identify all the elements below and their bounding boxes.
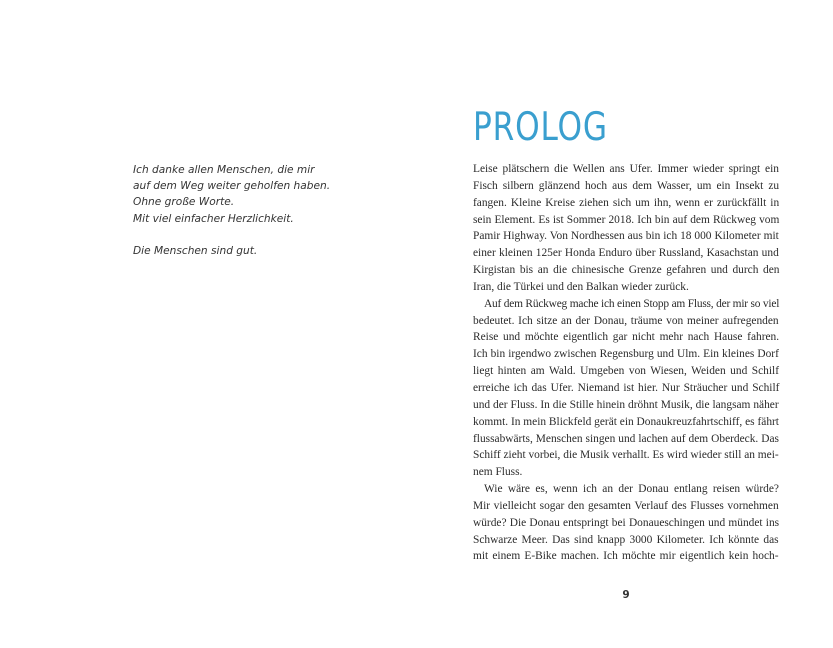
text-line: würde? Die Donau entspringt bei Donaueschingen und mündet ins <box>473 516 780 529</box>
chapter-body <box>473 161 779 565</box>
text-line: Iran, die Türkei und den Balkan wieder zurück. <box>473 280 689 293</box>
left-page <box>0 0 416 648</box>
paragraph <box>473 161 779 296</box>
paragraph <box>473 481 779 565</box>
text-line: Ich bin irgendwo zwischen Regensburg und Ulm. Ein kleines Dorf <box>473 348 779 361</box>
text-line: Fisch silbern glänzend hoch aus dem Wasser, um ein Insekt zu <box>473 179 780 192</box>
text-line: Schwarze Meer. Das sind knapp 3000 Kilometer. Ich könnte das <box>473 533 779 546</box>
text-line: Kirgistan bis an die chinesische Grenze gefahren und durch den <box>473 264 780 277</box>
text-line: bedeutet. Ich sitze an der Donau, träume von meiner aufregenden <box>473 314 779 327</box>
dedication-spacer <box>133 227 413 243</box>
dedication-line: auf dem Weg weiter geholfen haben. <box>133 180 331 193</box>
dedication <box>133 162 413 259</box>
dedication-line: Ich danke allen Menschen, die mir <box>133 164 315 176</box>
text-line: sein Element. Es ist Sommer 2018. Ich bin auf dem Rückweg vom <box>473 213 780 226</box>
chapter-title: PROLOG <box>473 105 608 150</box>
text-line: liegt hinten am Wald. Umgeben von Wiesen, Weiden und Schilf <box>473 365 779 378</box>
text-line: Reise und möchte eigentlich gar nicht mehr nach Hause fahren. <box>473 331 780 344</box>
text-line: Auf dem Rückweg mache ich einen Stopp am Fluss, der mir so viel <box>484 297 780 310</box>
paragraph <box>473 296 779 481</box>
page-number: 9 <box>622 589 630 601</box>
text-line: Mir vielleicht sogar den gesamten Verlauf des Flusses vornehmen <box>473 499 779 512</box>
dedication-line: Mit viel einfacher Herzlichkeit. <box>133 212 294 225</box>
text-line: Pamir Highway. Von Nordhessen aus bin ich 18 000 Kilometer mit <box>473 230 779 243</box>
text-line: Wie wäre es, wenn ich an der Donau entlang reisen würde? <box>484 483 779 496</box>
text-line: mit einem E-Bike machen. Ich möchte mir eigentlich kein hoch- <box>473 550 779 563</box>
text-line: einer kleinen 125er Honda Enduro über Russland, Kasachstan und <box>473 247 779 260</box>
text-line: Schiff zieht vorbei, die Musik verhallt. Es wird wieder still an mei- <box>473 449 779 462</box>
text-line: nem Fluss. <box>473 466 523 479</box>
text-line: Leise plätschern die Wellen ans Ufer. Immer wieder springt ein <box>473 163 779 175</box>
text-line: kommt. In mein Blickfeld gerät ein Donaukreuzfahrtschiff, es fährt <box>473 415 779 428</box>
text-line: fangen. Kleine Kreise ziehen sich um ihn, wenn er zurückfällt in <box>473 196 780 209</box>
dedication-closing: Die Menschen sind gut. <box>133 245 258 257</box>
dedication-line: Ohne große Worte. <box>133 196 235 209</box>
text-line: flussabwärts, Menschen singen und lachen auf dem Oberdeck. Das <box>473 432 779 445</box>
text-line: und der Fluss. In die Stille hinein dröhnt Musik, die langsam näher <box>473 398 779 411</box>
text-line: erreiche ich das Ufer. Niemand ist hier. Nur Sträucher und Schilf <box>473 381 780 394</box>
